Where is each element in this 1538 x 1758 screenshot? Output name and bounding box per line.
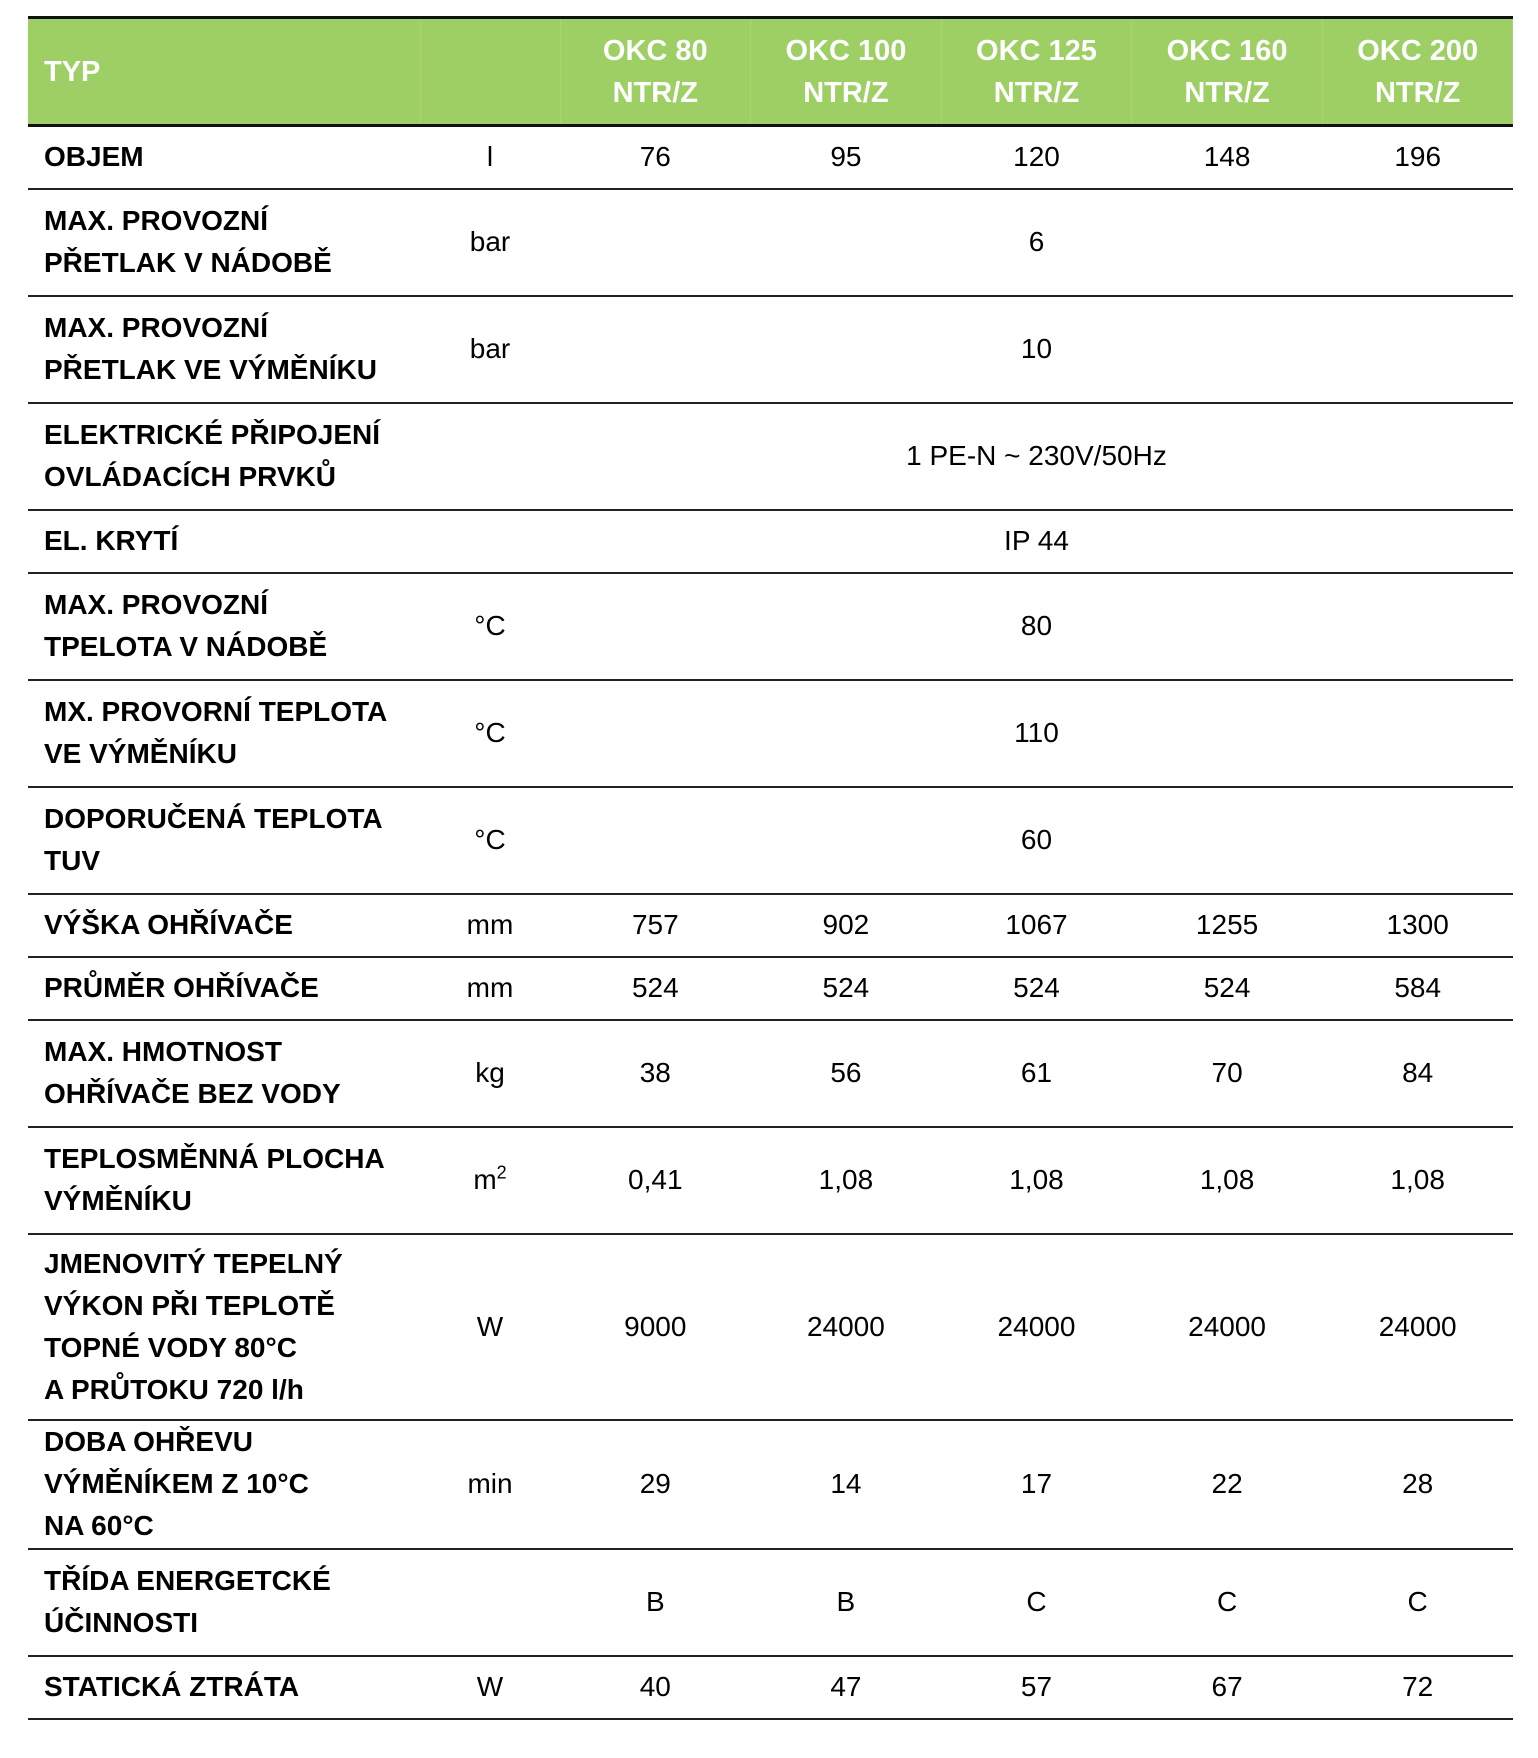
row-label: MAX. PROVOZNÍ TPELOTA V NÁDOBĚ: [44, 589, 328, 662]
row-label: MX. PROVORNÍ TEPLOTA VE VÝMĚNÍKU: [44, 696, 388, 769]
row-unit: mm: [466, 972, 514, 1003]
cell-value: 24000: [806, 1310, 885, 1342]
row-unit: [420, 510, 560, 573]
row-unit: W: [476, 1310, 504, 1342]
table-row-teplota-nadoba: [28, 573, 1513, 680]
cell-value: 29: [639, 1468, 671, 1499]
table-row-trida: [28, 1549, 1513, 1656]
row-label: OBJEM: [44, 141, 144, 173]
cell-value-merged: 80: [1020, 610, 1053, 641]
row-label: DOPORUČENÁ TEPLOTA TUV: [44, 803, 383, 876]
table-row-teplota-vymenik: [28, 680, 1513, 787]
row-label: TEPLOSMĚNNÁ PLOCHA VÝMĚNÍKU: [44, 1143, 385, 1216]
cell-value: 56: [830, 1057, 862, 1088]
cell-value-merged: 60: [1020, 824, 1053, 855]
cell-value: 196: [1394, 141, 1442, 173]
row-unit: bar: [469, 226, 511, 257]
table-row-vykon: [28, 1234, 1513, 1420]
cell-value: 14: [830, 1468, 862, 1499]
cell-value: 40: [639, 1671, 671, 1702]
table-row-ztrata: [28, 1656, 1513, 1719]
cell-value: 524: [822, 972, 870, 1003]
cell-value-merged: 1 PE-N ~ 230V/50Hz: [906, 440, 1167, 471]
cell-value: 84: [1402, 1057, 1434, 1088]
row-unit: bar: [469, 333, 511, 364]
table-row-pretlak-nadoba: [28, 189, 1513, 296]
cell-value: 57: [1020, 1671, 1053, 1702]
header-model-3: OKC 125 NTR/Z: [941, 18, 1132, 126]
cell-value: 524: [1013, 972, 1060, 1003]
row-label: TŘÍDA ENERGETCKÉ ÚČINNOSTI: [44, 1565, 331, 1638]
cell-value: 95: [830, 141, 862, 173]
table-row-el-pripojeni: [28, 403, 1513, 510]
row-label: EL. KRYTÍ: [44, 525, 179, 556]
cell-value: 1300: [1386, 909, 1449, 940]
cell-value: 1,08: [1390, 1164, 1445, 1195]
row-label: STATICKÁ ZTRÁTA: [44, 1671, 300, 1702]
cell-value: 524: [631, 972, 679, 1003]
cell-value: 24000: [1378, 1310, 1457, 1342]
cell-value: 1,08: [1199, 1164, 1255, 1195]
cell-value: 38: [639, 1057, 671, 1088]
row-label: JMENOVITÝ TEPELNÝ VÝKON PŘI TEPLOTĚ TOPNÉ VODY 80°C A PRŮTOKU 720 l/h: [44, 1247, 343, 1405]
cell-value: 76: [639, 141, 671, 173]
row-unit: l: [486, 141, 494, 173]
cell-value: 9000: [624, 1310, 687, 1342]
cell-value: 72: [1402, 1671, 1434, 1702]
row-unit: °C: [474, 824, 506, 855]
row-label: MAX. PROVOZNÍ PŘETLAK VE VÝMĚNÍKU: [44, 312, 377, 385]
cell-value: 28: [1402, 1468, 1434, 1499]
cell-value: B: [836, 1586, 856, 1617]
header-row: [28, 18, 1513, 126]
row-unit: [420, 403, 560, 510]
cell-value-merged: IP 44: [1004, 525, 1069, 556]
cell-value: 1067: [1005, 909, 1068, 940]
cell-value: 902: [822, 909, 870, 940]
cell-value: 70: [1211, 1057, 1243, 1088]
cell-value: 24000: [1188, 1310, 1267, 1342]
spec-table: [28, 16, 1513, 1720]
row-label: ELEKTRICKÉ PŘIPOJENÍ OVLÁDACÍCH PRVKŮ: [44, 419, 381, 492]
table-row-vyska: [28, 894, 1513, 957]
header-model-4: OKC 160 NTR/Z: [1132, 18, 1323, 126]
row-unit: mm: [466, 909, 514, 940]
cell-value: 0,41: [628, 1164, 683, 1195]
cell-value: 67: [1211, 1671, 1243, 1702]
table-row-el-kryti: [28, 510, 1513, 573]
row-label: MAX. HMOTNOST OHŘÍVAČE BEZ VODY: [44, 1036, 341, 1109]
cell-value: 1,08: [1009, 1164, 1064, 1195]
cell-value: 148: [1203, 141, 1251, 173]
row-label: MAX. PROVOZNÍ PŘETLAK V NÁDOBĚ: [44, 205, 332, 278]
table-row-hmotnost: [28, 1020, 1513, 1127]
cell-value: 757: [631, 909, 679, 940]
row-unit: [420, 1549, 560, 1656]
row-unit: °C: [474, 717, 506, 748]
cell-value: 1,08: [818, 1164, 874, 1195]
row-unit: kg: [475, 1057, 505, 1088]
cell-value: C: [1407, 1586, 1428, 1617]
row-label: PRŮMĚR OHŘÍVAČE: [44, 972, 319, 1003]
table-row-plocha: [28, 1127, 1513, 1234]
cell-value: 17: [1020, 1468, 1053, 1499]
header-unit: [420, 18, 560, 126]
cell-value: 524: [1203, 972, 1251, 1003]
cell-value: 47: [830, 1671, 862, 1702]
row-unit: $m^2$: [473, 1162, 507, 1195]
cell-value: 61: [1020, 1057, 1053, 1088]
cell-value: C: [1026, 1586, 1047, 1617]
table-row-doba-ohrevu: [28, 1420, 1513, 1549]
row-label: VÝŠKA OHŘÍVAČE: [44, 909, 293, 940]
row-unit: W: [476, 1671, 504, 1702]
table-row-doporucena-teplota: [28, 787, 1513, 894]
cell-value-merged: 10: [1020, 333, 1053, 364]
cell-value: 1255: [1195, 909, 1259, 940]
row-label: DOBA OHŘEVU VÝMĚNÍKEM Z 10°C NA 60°C: [44, 1426, 309, 1541]
cell-value-merged: 6: [1028, 226, 1045, 257]
cell-value: 120: [1013, 141, 1060, 173]
cell-value: C: [1216, 1586, 1238, 1617]
header-model-2: OKC 100 NTR/Z: [751, 18, 942, 126]
cell-value: 584: [1394, 972, 1442, 1003]
row-unit: °C: [474, 610, 506, 641]
table-row-prumer: [28, 957, 1513, 1020]
table-row-objem: [28, 126, 1513, 189]
cell-value: B: [645, 1586, 665, 1617]
table-row-pretlak-vymenik: [28, 296, 1513, 403]
header-model-1: OKC 80 NTR/Z: [560, 18, 751, 126]
cell-value: 24000: [997, 1310, 1076, 1342]
cell-value-merged: 110: [1014, 717, 1059, 748]
cell-value: 22: [1211, 1468, 1243, 1499]
header-typ: TYP: [28, 18, 420, 126]
header-model-5: OKC 200 NTR/Z: [1322, 18, 1513, 126]
row-unit: min: [467, 1468, 513, 1499]
